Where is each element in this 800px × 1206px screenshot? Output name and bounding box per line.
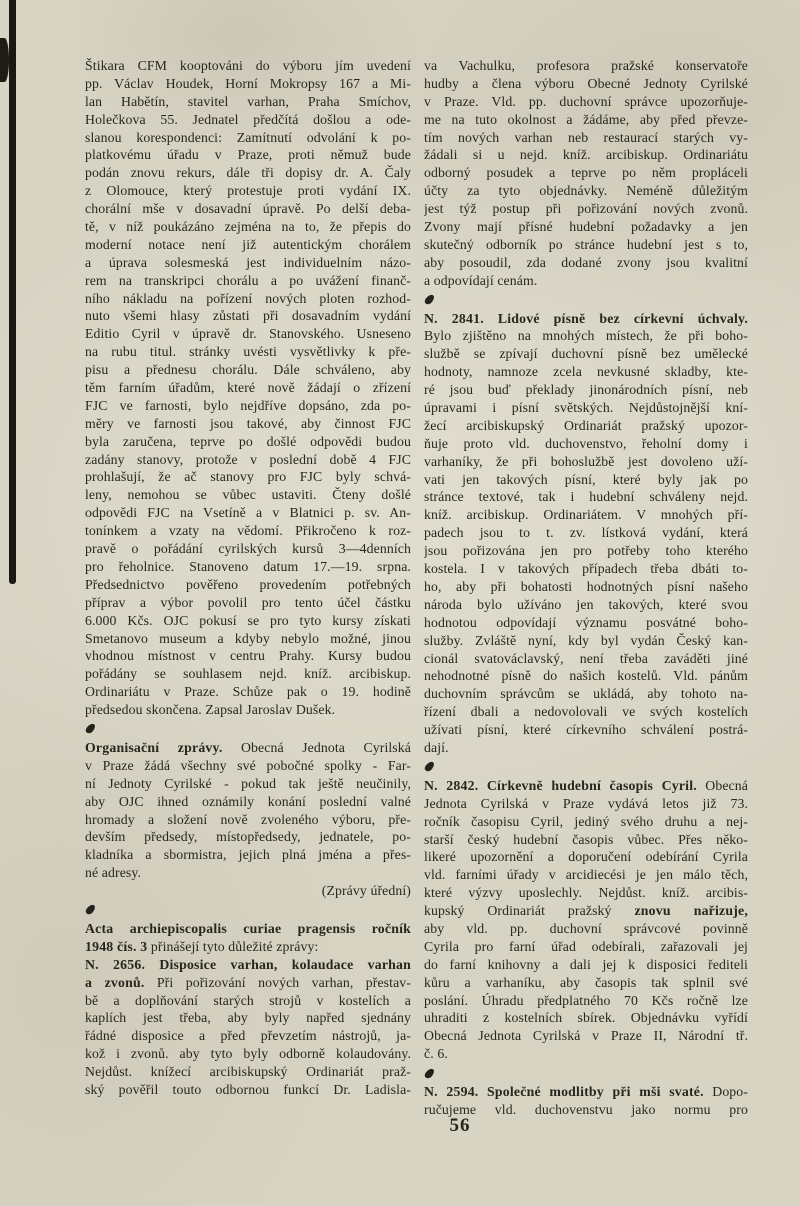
text-line: vld. farními úřady v arcidiecési je jen málo těch, — [424, 867, 748, 883]
text-line: byla zaručena, teprve po došlé odpovědi budou — [85, 433, 411, 449]
text-line: v Praze žádá všechny své pobočné spolky - Far- — [85, 757, 411, 773]
text-line: Ordinariátu v Praze. Schůze pak o 19. hodině — [85, 684, 411, 700]
text-line: kupský Ordinariát pražský znovu nařizuje, — [424, 903, 748, 919]
text-line: národa bylo užíváno jen takových, které svou — [424, 596, 748, 612]
text-line: pp. Václav Houdek, Horní Mokropsy 167 a Mi- — [85, 75, 411, 91]
text-line: (Zprávy úřední) — [321, 883, 411, 899]
text-line: ního nákladu na pořízení nových ploten rozhod- — [85, 290, 411, 306]
text-line: a zvonů. Při pořizování nových varhan, přestav- — [85, 974, 411, 990]
text-line: jest týž postup při pořizování nových zvonů. — [424, 201, 748, 217]
text-line: č. 6. — [424, 1046, 448, 1062]
text-line: Zvony mají přísné hudební požadavky a jen — [424, 219, 748, 235]
text-line: kož i zvonů. aby tyto byly odborně kolaudovány. — [85, 1046, 411, 1062]
text-line: kladníka a sbormistra, jejich plná jména a přes- — [85, 847, 411, 863]
text-line: Holečkova 55. Jednatel předčítá došlou a ode- — [85, 111, 411, 127]
text-line: stránce textové, tak i hudební schváleny nejd. — [424, 489, 748, 505]
text-line: me na tuto okolnost a žádáme, aby před převze- — [424, 111, 748, 127]
text-line: na rubu titul. stránky uvésti vysvětlivky k pře- — [85, 344, 411, 360]
text-line: Obecná Jednota Cyrilská v Praze II, Národní tř. — [424, 1028, 748, 1044]
text-line: v Praze. Vld. pp. duchovní správce upozorňuje- — [424, 93, 748, 109]
section-divider — [424, 1063, 748, 1083]
text-line: N. 2842. Církevně hudební časopis Cyril. Obecná — [424, 777, 748, 793]
text-line: ňuje proto vld. duchovenstvo, řeholní domy i — [424, 435, 748, 451]
text-line: řízení dbali a nedovolovali ve svých kostelích — [424, 704, 748, 720]
text-line: slanou korespondenci: Zamítnutí odvolání k po- — [85, 129, 411, 145]
text-line: hromady a složení nově zvoleného výboru, pře- — [85, 811, 411, 827]
text-line: Cyrila pro farní úřad odebírali, zařazovali jej — [424, 938, 748, 954]
text-line: nehodnotné písně do našich kostelů. Vld. pánům — [424, 668, 748, 684]
text-line: vhodnou místnost v centru Prahy. Kursy budou — [85, 648, 411, 664]
text-line: ručujeme vld. duchovenstvu jako normu pro — [424, 1101, 748, 1117]
text-line: Organisační zprávy. Obecná Jednota Cyrilská — [85, 739, 411, 755]
text-line: aby posoudil, zda dodané zvony jsou kvalitní — [424, 254, 748, 270]
text-line: rem na transkripci chorálu a po uvážení finanč- — [85, 272, 411, 288]
text-line: N. 2594. Společné modlitby při mši svaté. Dopo- — [424, 1084, 748, 1100]
text-line: žecí arcibiskupský Ordinariát pražský upozor- — [424, 417, 748, 433]
text-line: a odpovídají cenám. — [424, 272, 538, 288]
text-line: do farní knihovny a dali jej k disposici řediteli — [424, 956, 748, 972]
text-line: 1948 čís. 3 přinášejí tyto důležité zprávy: — [85, 938, 319, 954]
text-line: né adresy. — [85, 865, 142, 881]
text-line: Editio Cyril v úpravě dr. Stanovského. Usneseno — [85, 326, 411, 342]
text-line: které výzvy uposlechly. Nejdůst. kníž. arcibis- — [424, 885, 748, 901]
text-line: a úprava solesmeská jest individuelním názo- — [85, 254, 411, 270]
text-line: úpravami i písní světských. Nejdůstojnější kní- — [424, 400, 748, 416]
text-line: aby vld. pp. duchovní správcové povinně — [424, 920, 748, 936]
left-column — [85, 57, 411, 1099]
teardrop-ornament-icon — [423, 760, 435, 773]
text-line: hodnoty, namnoze zcela nevkusné skladby, kte- — [424, 364, 748, 380]
text-line: nuto všemi hlasy zůstati při dosavadním vydání — [85, 308, 411, 324]
text-line: pořádány se souhlasem nejd. kníž. arcibiskup. — [85, 666, 411, 682]
text-line: měry ve farnosti jsou takové, aby činnost FJC — [85, 415, 411, 431]
text-line: dají. — [424, 739, 449, 755]
text-line: odpovědi FJC na Vsetíně a v Blatnici p. sv. An- — [85, 505, 411, 521]
section-divider — [85, 719, 411, 739]
text-line: ho, aby při bohatosti hodnotných písní našeho — [424, 578, 748, 594]
text-line: z Olomouce, který protestuje proti vydání IX. — [85, 183, 411, 199]
text-line: leny, nemohou se vůbec ustaviti. Čteny došlé — [85, 487, 411, 503]
text-line: ré jsou buď překlady jinonárodních písní, neb — [424, 382, 748, 398]
text-line: odborný posudek a teprve po něm propláceli — [424, 165, 748, 181]
text-line: pravě o pořádání cyrilských kursů 3—4denních — [85, 541, 411, 557]
text-line: duchovním správcům se ukládá, aby tohoto na- — [424, 686, 748, 702]
section-divider — [85, 900, 411, 920]
text-line: žádali si u nejd. kníž. arcibiskup. Ordinariátu — [424, 147, 748, 163]
text-line: ský pověřil touto odbornou funkcí Dr. Ladisla- — [85, 1081, 411, 1097]
text-line: Bylo zjištěno na mnohých místech, že při boho- — [424, 328, 748, 344]
text-line: prohlašují, že ač stanovy pro FJC byly schvá- — [85, 469, 411, 485]
text-line: užívati písní, které církevního schválení postrá- — [424, 722, 748, 738]
scan-blemish — [0, 38, 9, 82]
text-line: řádné disposice a před převzetím nástrojů, ja- — [85, 1028, 411, 1044]
section-divider — [424, 757, 748, 777]
text-line: bě a doplňování starých strojů v kostelích a — [85, 992, 411, 1008]
text-line: FJC ve farnosti, bylo nejdříve dopsáno, zda po- — [85, 397, 411, 413]
text-line: vati jen takových písní, které byly jak po — [424, 471, 748, 487]
text-line: službě se zpívají duchovní písně bez umělecké — [424, 346, 748, 362]
text-line: cionál svatováclavský, není třeba zaváděti jiné — [424, 650, 748, 666]
text-line: tě, v níž poukázáno zejména na to, že přepis do — [85, 219, 411, 235]
text-line: tím nových varhan neb restaurací starých vy- — [424, 129, 748, 145]
page-number: 56 — [449, 1115, 471, 1136]
text-line: moderní notace není již autentickým chorálem — [85, 236, 411, 252]
text-line: Jednota Cyrilská v Praze vydává letos již 73. — [424, 795, 748, 811]
text-line: Smetanovo museum a kdyby nebylo možné, jinou — [85, 630, 411, 646]
text-line: Nejdůst. knížecí arcibiskupský Ordinariát praž- — [85, 1064, 411, 1080]
text-line: hodnotou odpovídají významu posvátné boho- — [424, 614, 748, 630]
text-line: ročník časopisu Cyril, jediný svého druhu a nej- — [424, 813, 748, 829]
text-line: va Vachulku, profesora pražské konservatoře — [424, 58, 748, 73]
text-line: varhaníky, že při bohoslužbě jest dovoleno uží- — [424, 453, 748, 469]
text-line: kostela. I v takových případech třeba dbáti to- — [424, 561, 748, 577]
text-line: kaplích jest třeba, aby byly napřed sjednány — [85, 1010, 411, 1026]
text-line: služby. Zvláště nyní, kdy byl vydán Český kan- — [424, 632, 748, 648]
text-line: devším předsedy, místopředsedy, jednatele, po- — [85, 829, 411, 845]
text-line: Acta archiepiscopalis curiae pragensis ročník — [85, 920, 411, 936]
text-line: lan Habětín, stavitel varhan, Praha Smíchov, — [85, 93, 411, 109]
text-line: těm farním úřadům, které nově žádají o zřízení — [85, 380, 411, 396]
text-line: starší český hudební časopis vůbec. Přes něko- — [424, 831, 748, 847]
text-line: kníž. arcibiskup. Ordinariátem. V mnohých pří- — [424, 507, 748, 523]
text-line: N. 2656. Disposice varhan, kolaudace varhan — [85, 956, 411, 972]
right-column — [424, 57, 748, 1119]
teardrop-ornament-icon — [423, 1067, 435, 1080]
text-line: účty za tyto objednávky. Neméně důležitým — [424, 183, 748, 199]
teardrop-ornament-icon — [84, 903, 96, 916]
text-line: kůru a varhaníku, aby časopis tak splnil své — [424, 974, 748, 990]
text-line: hudby a člena výboru Obecné Jednoty Cyrilské — [424, 75, 748, 91]
left-edge-scan-bar — [9, 0, 16, 584]
teardrop-ornament-icon — [84, 722, 96, 735]
text-line: platkovému úřadu v Praze, proti němuž bude — [85, 147, 411, 163]
text-line: Předsednictvo pověřeno provedením potřebných — [85, 576, 411, 592]
text-line: pisu a přednesu chorálu. Dále schváleno, aby — [85, 362, 411, 378]
text-line: tonínkem a vzaty na vědomí. Přikročeno k roz- — [85, 523, 411, 539]
text-line: uhraditi z kostelních sbírek. Objednávku vyřídí — [424, 1010, 748, 1026]
text-line: podán znovu rekurs, dále tři dopisy dr. A. Čaly — [85, 165, 411, 181]
text-line: předsedou skončena. Zapsal Jaroslav Dušek. — [85, 702, 336, 718]
text-line: likeré upozornění a doporučení odebírání Cyrila — [424, 849, 748, 865]
text-line: pro řeholnice. Stanoveno datum 17.—19. srpna. — [85, 558, 411, 574]
text-line: ní Jednoty Cyrilské - pokud tak ještě neučinily, — [85, 775, 411, 791]
text-line: Štikara CFM kooptováni do výboru jím uvedení — [85, 58, 411, 73]
teardrop-ornament-icon — [423, 293, 435, 306]
section-divider — [424, 290, 748, 310]
text-line: poslání. Úhradu předplatného 70 Kčs ročně lze — [424, 992, 748, 1008]
text-line: aby OJC ihned oznámily konání poslední valné — [85, 793, 411, 809]
text-line: skutečný odborník po stránce hudební jest s to, — [424, 236, 748, 252]
text-line: padech jsou to t. zv. lístková vydání, která — [424, 525, 748, 541]
text-line: chorální mše v dosavadní úpravě. Po delší deba- — [85, 201, 411, 217]
text-line: 6.000 Kčs. OJC pokusí se pro tyto kursy získati — [85, 612, 411, 628]
text-line: zadány stanovy, protože v poslední době 4 FJC — [85, 451, 411, 467]
text-line: příprav a výbor povolil pro tento účel částku — [85, 594, 411, 610]
text-line: jsou pořizována jen pro potřeby toho kterého — [424, 543, 748, 559]
text-line: N. 2841. Lidové písně bez církevní úchvaly. — [424, 310, 748, 326]
